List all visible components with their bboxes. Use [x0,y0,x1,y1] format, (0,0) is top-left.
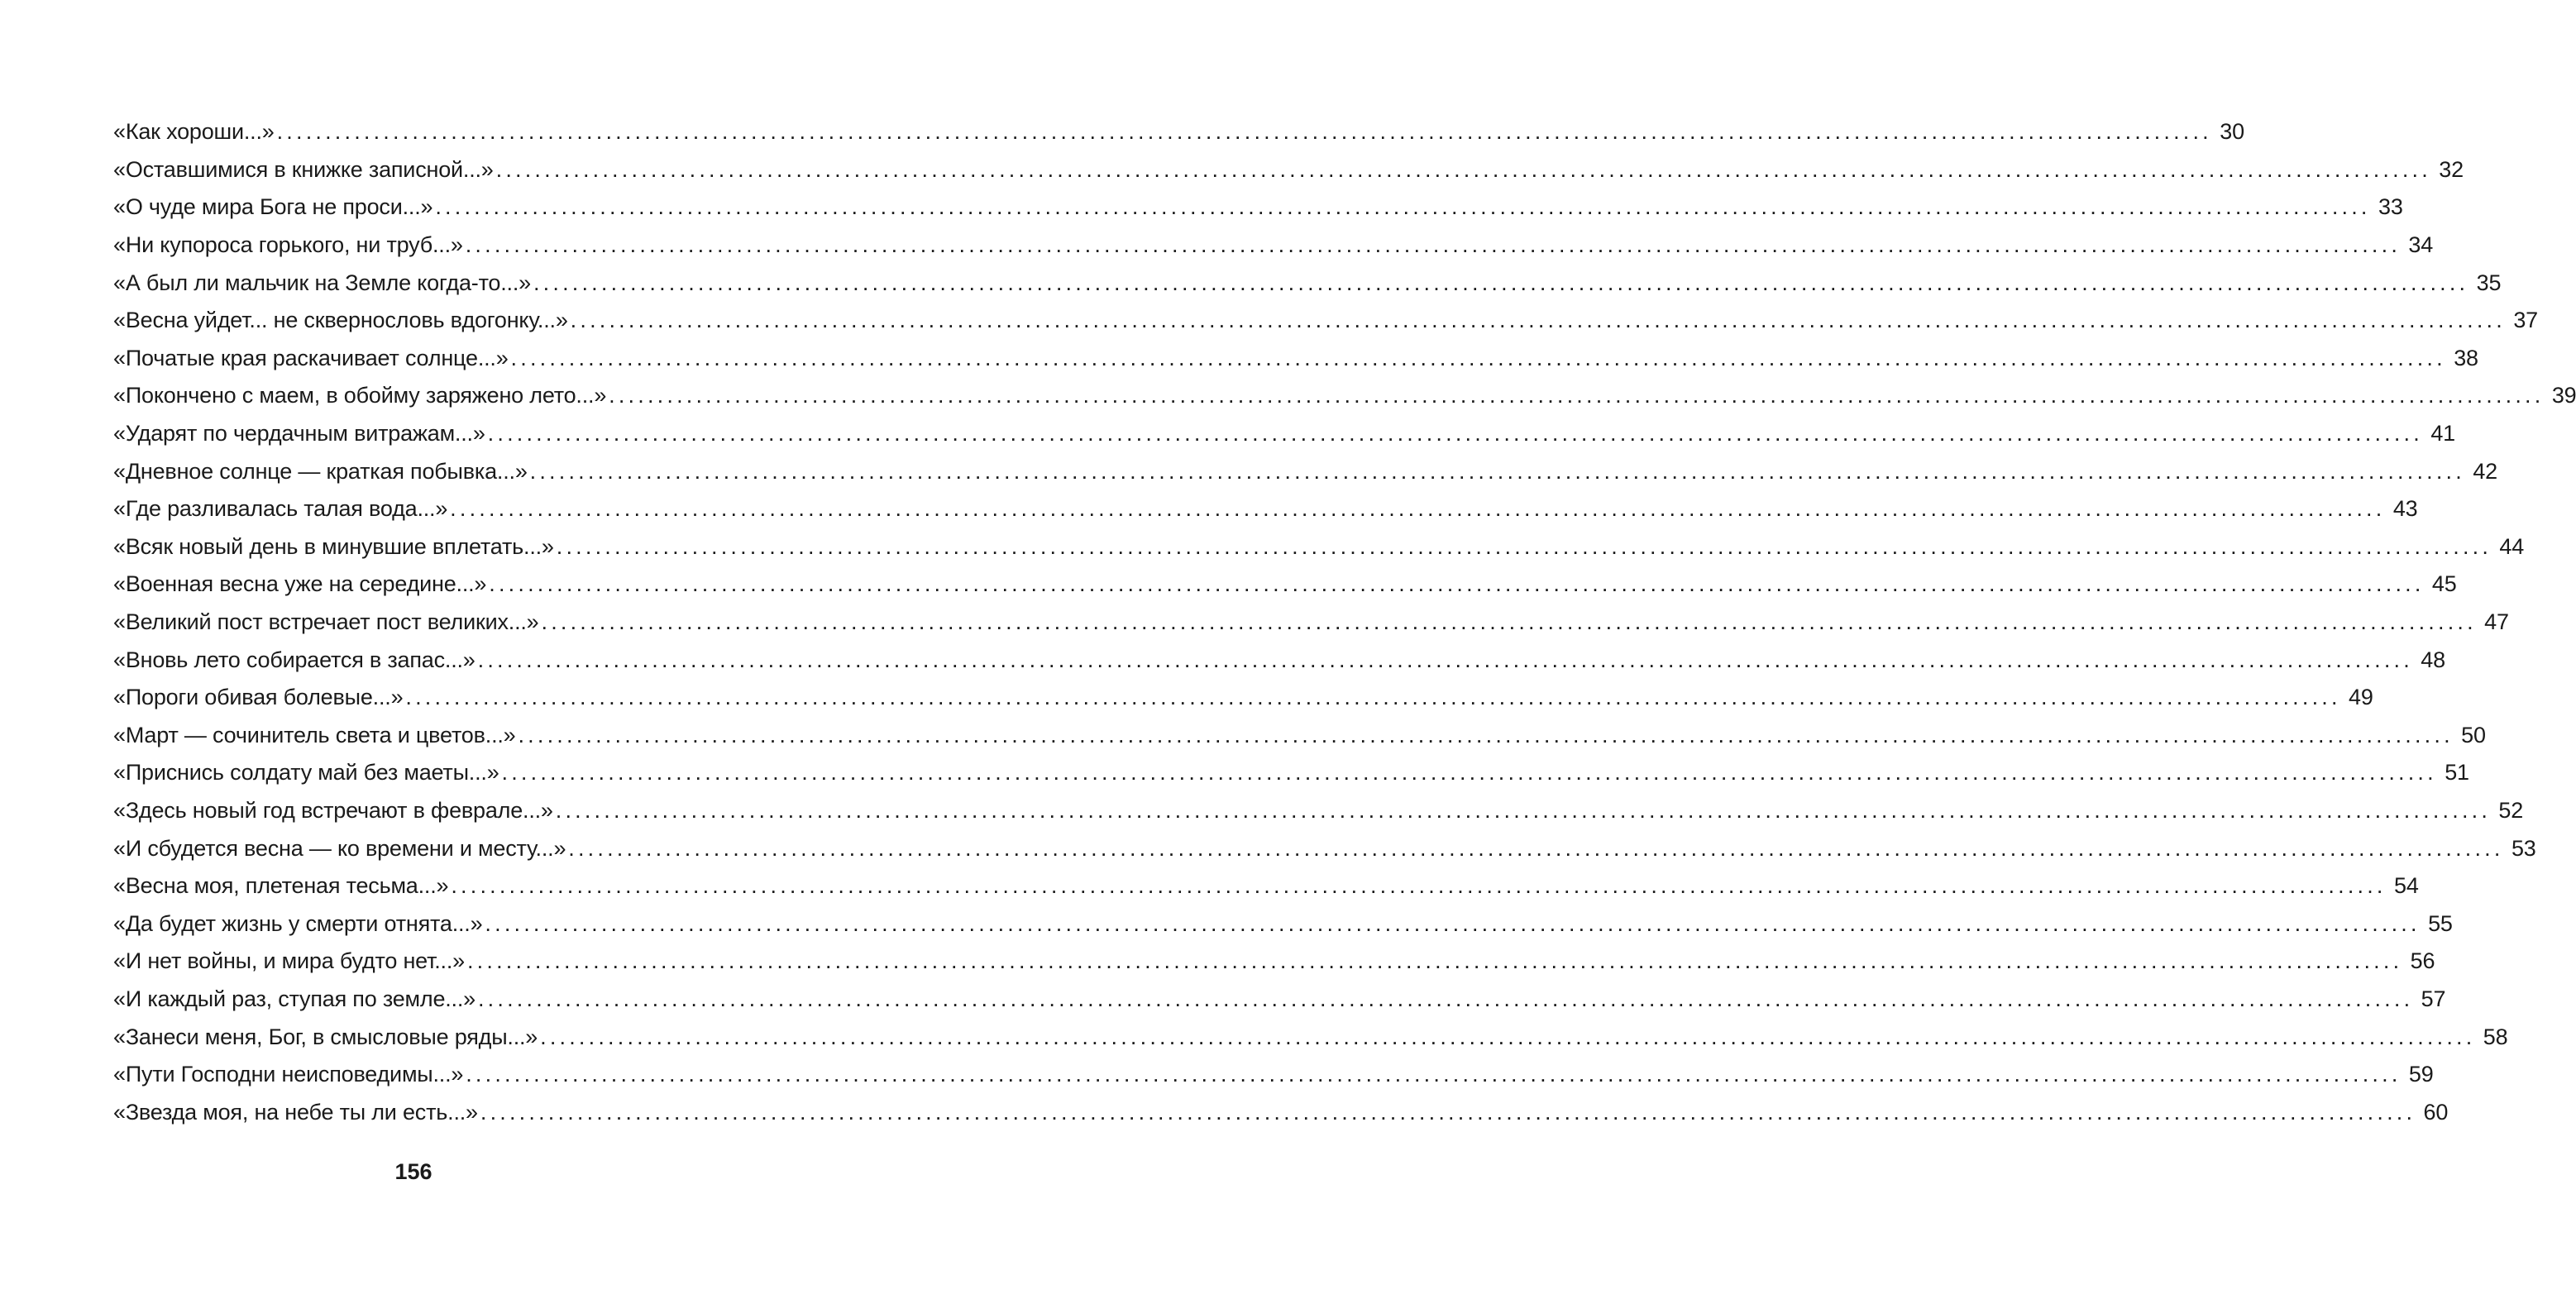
toc-entry-title: «Дневное солнце — краткая побывка...» [113,458,528,484]
toc-entry-page: 47 [2484,609,2509,635]
toc-entry [113,641,2445,679]
toc-entry-page: 32 [2439,156,2464,182]
dot-leader: ........................................................................................................................................................................................................ [501,760,2437,786]
dot-leader: ........................................................................................................................................................................................................ [465,232,2402,258]
toc-entry-page: 43 [2392,496,2418,522]
toc-entry [113,302,2538,340]
toc-entry [113,943,2435,981]
dot-leader: ........................................................................................................................................................................................................ [477,647,2413,672]
toc-entry-page: 53 [2511,835,2536,861]
toc-entry [113,1056,2434,1094]
dot-leader: ........................................................................................................................................................................................................ [405,685,2341,710]
toc-entry-title: «Да будет жизнь у смерти отнята...» [113,910,483,936]
dot-leader: ........................................................................................................................................................................................................ [485,910,2421,936]
toc-entry-title: «Весна уйдет... не сквернословь вдогонку...» [113,308,568,333]
dot-leader: ........................................................................................................................................................................................................ [480,1099,2416,1125]
toc-entry-title: «Здесь новый год встречают в феврале...» [113,797,553,823]
dot-leader: ........................................................................................................................................................................................................ [541,609,2477,635]
toc-entry-page: 51 [2445,760,2469,786]
dot-leader: ........................................................................................................................................................................................................ [533,270,2469,295]
toc-entry-page: 37 [2513,308,2538,333]
toc-entry-page: 34 [2408,232,2434,258]
toc-entry [113,566,2457,604]
toc-entry-page: 57 [2421,986,2446,1011]
dot-leader: ........................................................................................................................................................................................................ [466,948,2403,974]
dot-leader: ........................................................................................................................................................................................................ [435,194,2371,220]
toc-entry [113,227,2434,265]
toc-entry [113,189,2403,227]
dot-leader: ........................................................................................................................................................................................................ [555,797,2492,823]
toc-entry-page: 45 [2431,571,2457,597]
toc-entry [113,604,2509,642]
toc-entry [113,113,2244,151]
toc-entry-page: 52 [2498,797,2524,823]
dot-leader: ........................................................................................................................................................................................................ [450,496,2386,522]
dot-leader: ........................................................................................................................................................................................................ [477,986,2414,1011]
toc-entry-page: 59 [2408,1062,2434,1087]
toc-entry [113,905,2453,943]
toc-entry [113,792,2524,830]
toc-entry [113,829,2536,867]
toc-entry-title: «Военная весна уже на середине...» [113,571,487,597]
table-of-contents [113,113,2576,1131]
toc-entry-title: «Весна моя, плетеная тесьма...» [113,873,449,899]
toc-entry-page: 55 [2428,910,2453,936]
dot-leader: ........................................................................................................................................................................................................ [489,571,2425,597]
toc-entry-page: 49 [2349,685,2373,710]
toc-entry-page: 56 [2410,948,2435,974]
toc-entry-title: «Занеси меня, Бог, в смысловые ряды...» [113,1024,538,1049]
dot-leader: ........................................................................................................................................................................................................ [518,722,2454,747]
toc-entry-title: «Пути Господни неисповедимы...» [113,1062,464,1087]
dot-leader: ........................................................................................................................................................................................................ [570,308,2506,333]
toc-entry [113,415,2455,453]
toc-entry-title: «Великий пост встречает пост великих...» [113,609,539,635]
toc-entry [113,981,2446,1019]
toc-entry-title: «Початые края раскачивает солнце...» [113,345,509,370]
dot-leader: ........................................................................................................................................................................................................ [540,1024,2476,1049]
dot-leader: ........................................................................................................................................................................................................ [556,533,2492,559]
toc-entry-page: 50 [2461,722,2486,747]
toc-entry-title: «И нет войны, и мира будто нет...» [113,948,465,974]
toc-entry-title: «Где разливалась талая вода...» [113,496,448,522]
toc-entry-title: «Март — сочинитель света и цветов...» [113,722,516,747]
toc-entry-title: «Ударят по чердачным витражам...» [113,421,485,447]
toc-entry-title: «Оставшимися в книжке записной...» [113,156,494,182]
dot-leader: ........................................................................................................................................................................................................ [568,835,2504,861]
toc-entry [113,867,2419,905]
toc-entry-page: 58 [2483,1024,2508,1049]
dot-leader: ........................................................................................................................................................................................................ [466,1062,2402,1087]
toc-entry-title: «Вновь лето собирается в запас...» [113,647,476,672]
toc-entry [113,377,2576,415]
toc-entry-page: 30 [2220,119,2244,145]
page-number: 156 [394,1159,433,1184]
toc-entry-page: 42 [2473,458,2497,484]
toc-entry [113,1018,2508,1056]
toc-entry [113,264,2502,302]
toc-entry-title: «Покончено с маем, в обойму заряжено лето...» [113,383,607,408]
toc-entry-title: «Как хороши...» [113,119,275,145]
dot-leader: ........................................................................................................................................................................................................ [451,873,2387,899]
dot-leader: ........................................................................................................................................................................................................ [609,383,2545,408]
toc-entry [113,340,2478,378]
toc-entry-title: «Пороги обивая болевые...» [113,685,404,710]
toc-entry-page: 38 [2454,345,2478,370]
toc-entry-title: «Приснись солдату май без маеты...» [113,760,499,786]
toc-entry-title: «Звезда моя, на небе ты ли есть...» [113,1099,478,1125]
toc-entry [113,717,2486,755]
toc-entry-title: «А был ли мальчик на Земле когда-то...» [113,270,531,295]
toc-entry [113,151,2464,189]
dot-leader: ........................................................................................................................................................................................................ [510,345,2446,370]
toc-entry-page: 44 [2499,533,2525,559]
toc-entry-page: 33 [2378,194,2403,220]
toc-entry [113,528,2525,566]
toc-entry-page: 54 [2394,873,2419,899]
dot-leader: ........................................................................................................................................................................................................ [495,156,2431,182]
toc-entry-title: «Ни купороса горького, ни труб...» [113,232,463,258]
toc-entry-title: «О чуде мира Бога не проси...» [113,194,433,220]
toc-entry-page: 41 [2430,421,2455,447]
toc-entry-title: «И каждый раз, ступая по земле...» [113,986,476,1011]
toc-entry [113,490,2418,528]
toc-entry [113,754,2469,792]
toc-entry [113,452,2497,490]
toc-entry-page: 60 [2423,1099,2449,1125]
toc-entry-page: 48 [2421,647,2445,672]
dot-leader: ........................................................................................................................................................................................................ [487,421,2423,447]
toc-entry-page: 39 [2551,383,2576,408]
toc-entry [113,679,2373,717]
toc-entry-title: «Всяк новый день в минувшие вплетать...» [113,533,554,559]
dot-leader: ........................................................................................................................................................................................................ [276,119,2212,145]
dot-leader: ........................................................................................................................................................................................................ [529,458,2465,484]
toc-entry [113,1093,2449,1131]
toc-entry-title: «И сбудется весна — ко времени и месту...» [113,835,566,861]
toc-entry-page: 35 [2476,270,2502,295]
